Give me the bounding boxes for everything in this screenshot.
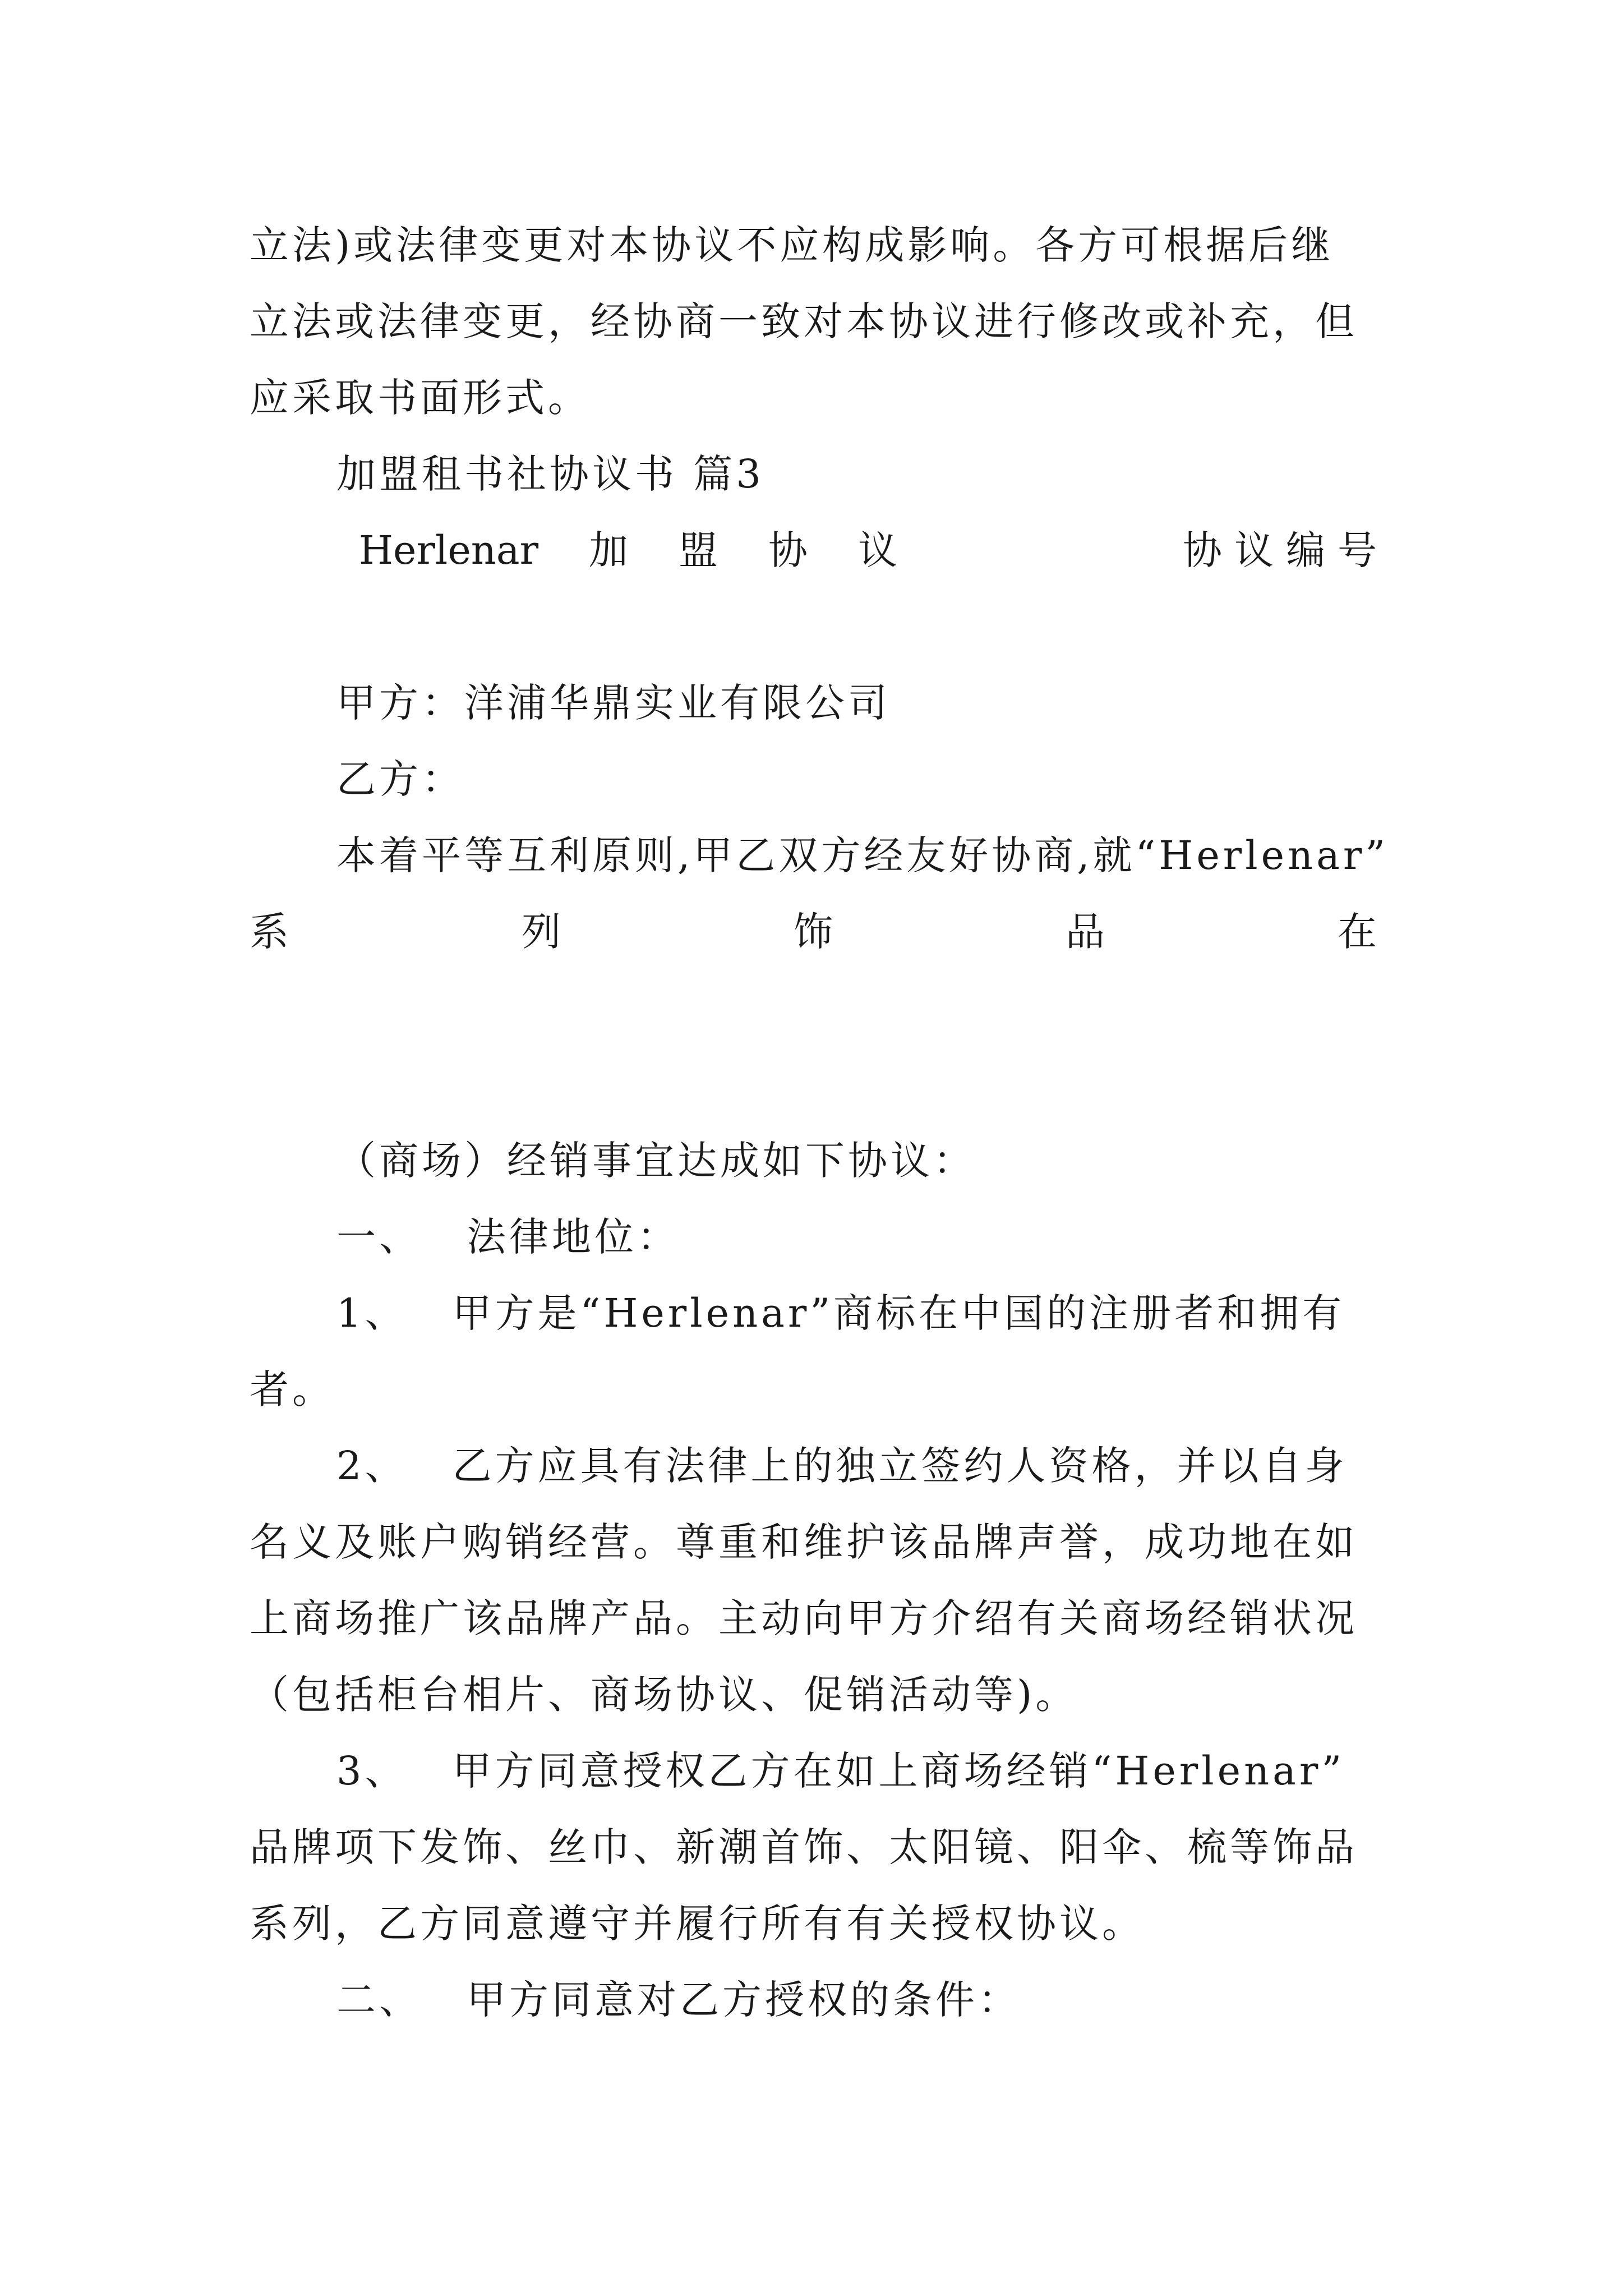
preamble-line: 本着平等互利原则,甲乙双方经友好协商,就“Herlenar” [336,832,1389,878]
item-line: （包括柜台相片、商场协议、促销活动等)。 [250,1672,1078,1718]
preamble-word: 在 [1338,909,1377,955]
item-number: 1、 [336,1290,408,1336]
preamble-word: 系 [250,909,289,955]
agreement-number-label: 协议编号 [1183,527,1389,573]
item-number: 3、 [336,1748,408,1794]
agreement-title [359,525,1389,576]
preamble-line: （商场）经销事宜达成如下协议： [336,1138,976,1184]
item-line [336,1746,1377,1796]
item-number: 2、 [336,1443,408,1489]
title-word: 协 [768,527,808,573]
item-line: 上商场推广该品牌产品。主动向甲方介绍有关商场经销状况 [250,1595,1358,1641]
item-line: 品牌项下发饰、丝巾、新潮首饰、太阳镜、阳伞、梳等饰品 [250,1824,1358,1870]
paragraph-line: 立法或法律变更，经协商一致对本协议进行修改或补充，但 [250,298,1358,344]
preamble-word: 品 [1066,909,1105,955]
title-word: 加 [589,527,629,573]
preamble-word: 列 [522,909,561,955]
item-text: 甲方同意授权乙方在如上商场经销“Herlenar” [452,1748,1345,1794]
clause-title: 法律地位： [467,1214,680,1260]
preamble-spaced-line [250,907,1377,957]
paragraph-line: 立法)或法律变更对本协议不应构成影响。各方可根据后继 [250,222,1334,268]
clause-number: 二、 [336,1977,422,2023]
item-text: 乙方应具有法律上的独立签约人资格，并以自身 [452,1443,1348,1489]
title-word: 议 [858,527,898,573]
title-brand: Herlenar [359,527,539,573]
item-line: 系列，乙方同意遵守并履行所有有关授权协议。 [250,1901,1145,1947]
title-word: 盟 [679,527,718,573]
clause-heading [336,1975,1377,2025]
item-line [336,1288,1377,1338]
item-line [336,1441,1377,1491]
item-line: 名义及账户购销经营。尊重和维护该品牌声誉，成功地在如 [250,1519,1358,1565]
party-a: 甲方：洋浦华鼎实业有限公司 [336,680,891,726]
item-line: 者。 [250,1366,335,1412]
preamble-word: 饰 [794,909,833,955]
paragraph-line: 应采取书面形式。 [250,375,591,421]
party-b: 乙方： [336,756,464,802]
item-text: 甲方是“Herlenar”商标在中国的注册者和拥有 [452,1290,1345,1336]
clause-heading [336,1212,1377,1262]
clause-number: 一、 [336,1214,422,1260]
section-heading: 加盟租书社协议书 篇3 [336,451,764,497]
clause-title: 甲方同意对乙方授权的条件： [467,1977,1021,2023]
